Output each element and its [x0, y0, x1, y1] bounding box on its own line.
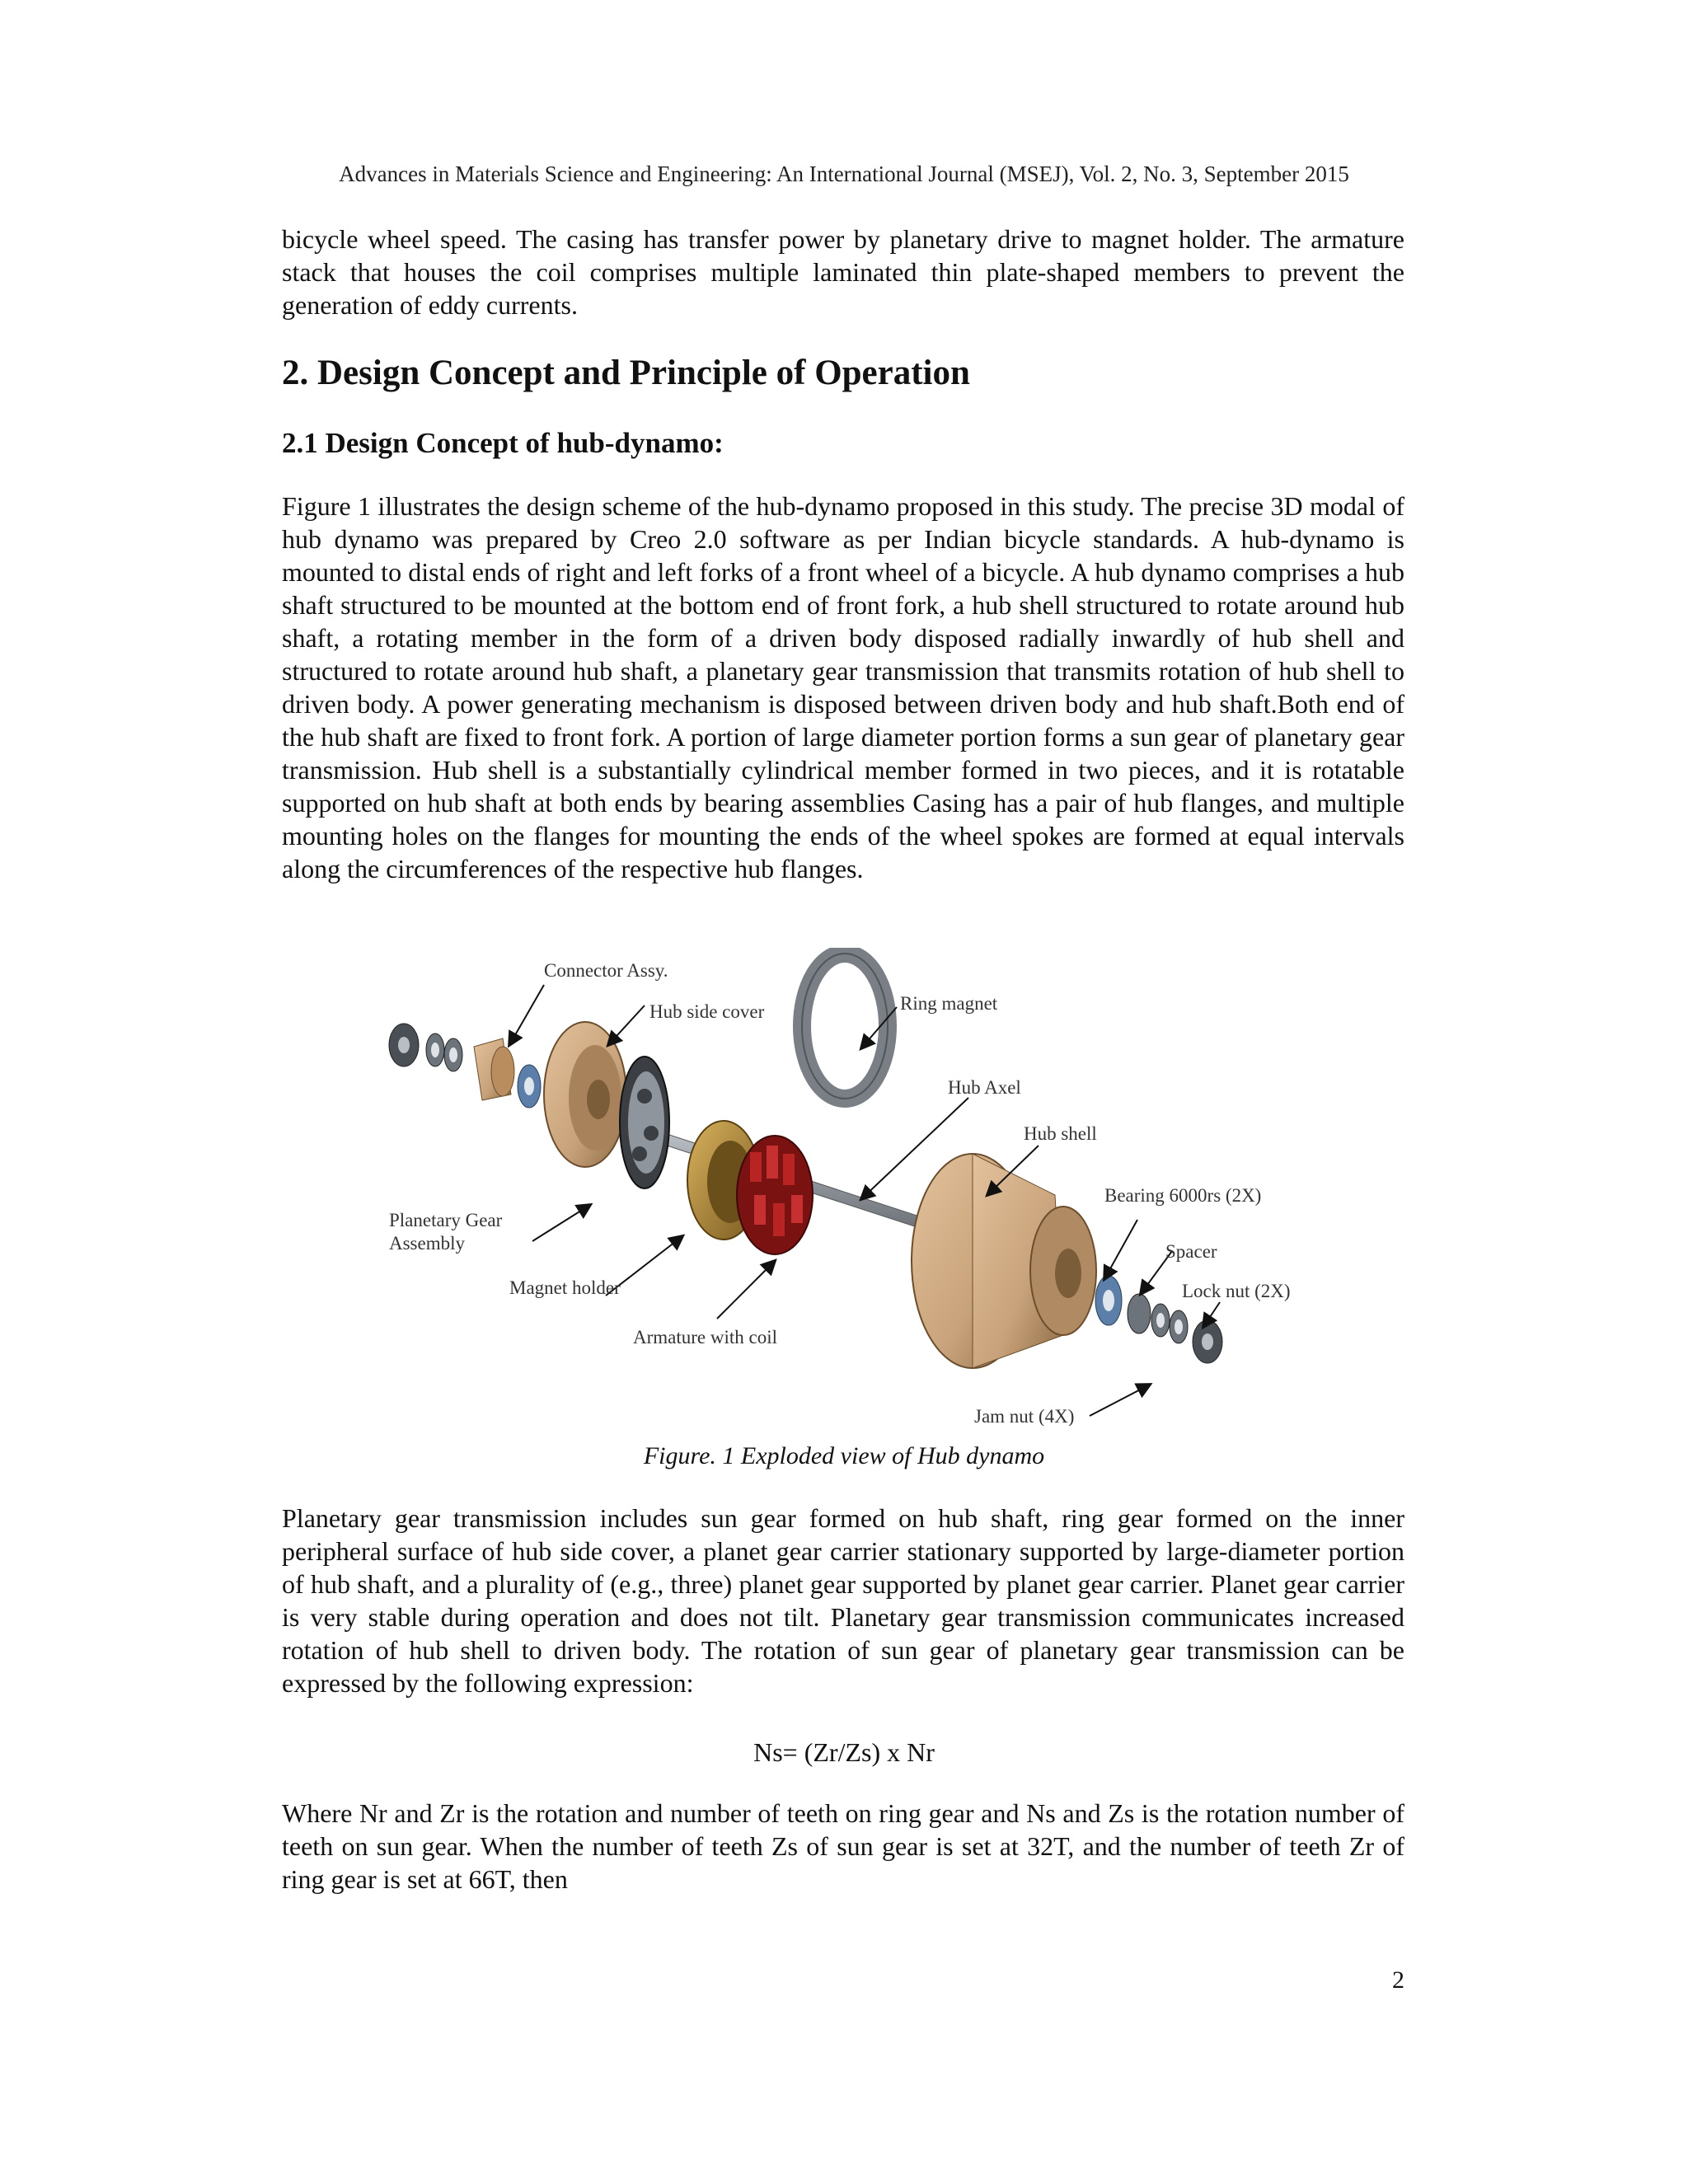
label-hub-axel: Hub Axel — [948, 1077, 1021, 1098]
spacer-and-jam-nut-parts — [1128, 1294, 1188, 1343]
figure-caption: Figure. 1 Exploded view of Hub dynamo — [643, 1442, 1045, 1469]
label-ring-magnet: Ring magnet — [900, 993, 998, 1014]
label-spacer: Spacer — [1165, 1241, 1217, 1262]
label-hub-side-cover: Hub side cover — [649, 1001, 765, 1022]
label-connector-assy: Connector Assy. — [544, 960, 668, 981]
left-bearing-part — [518, 1065, 541, 1108]
exploded-view-illustration — [379, 948, 1335, 1426]
body-paragraph-3: Where Nr and Zr is the rotation and number of teeth on ring gear and Ns and Zs is the rotation number of teeth on sun gear. When the number of teeth Zs of sun gear is set at 32T, and the number of teeth Zr of ring gear is set at 66T, then — [282, 1798, 1404, 1894]
intro-paragraph: bicycle wheel speed. The casing has transfer power by planetary drive to magnet holder. The armature stack that houses the coil comprises multiple laminated thin plate-shaped members to prevent the generation of eddy currents. — [282, 224, 1404, 320]
body-paragraph-1: Figure 1 illustrates the design scheme of the hub-dynamo proposed in this study. The precise 3D modal of hub dynamo was prepared by Creo 2.0 software as per Indian bicycle standards. A hub-dynamo is mounted to distal ends of right and left forks of a front wheel of a bicycle. A hub dynamo comprises a hub shaft structured to be mounted at the bottom end of front fork, a hub shell structured to rotate around hub shaft, a rotating member in the form of a driven body disposed radially inwardly of hub shell and structured to rotate around hub shaft, a planetary gear transmission that transmits rotation of hub shell to driven body. A power generating mechanism is disposed between driven body and hub shaft.Both end of the hub shaft are fixed to front fork. A portion of large diameter portion forms a sun gear of planetary gear transmission. Hub shell is a substantially cylindrical member formed in two pieces, and it is rotatable supported on hub shaft at both ends by bearing assemblies Casing has a pair of hub flanges, and multiple mounting holes on the flanges for mounting the ends of the wheel spokes are formed at equal intervals along the circumferences of the respective hub flanges. — [282, 491, 1404, 883]
left-lock-nut-part — [389, 1024, 419, 1066]
section-heading: 2. Design Concept and Principle of Operation — [282, 354, 970, 392]
left-washer-parts — [426, 1033, 462, 1071]
label-lock-nut: Lock nut (2X) — [1182, 1281, 1291, 1301]
hub-shell-part — [912, 1154, 1096, 1368]
label-armature: Armature with coil — [633, 1327, 778, 1347]
label-planetary-gear-line1: Planetary Gear — [389, 1210, 503, 1230]
connector-assembly-part — [474, 1038, 514, 1100]
right-bearing-part — [1095, 1276, 1122, 1325]
equation: Ns= (Zr/Zs) x Nr — [753, 1737, 935, 1767]
label-magnet-holder: Magnet holder — [509, 1277, 621, 1298]
body-paragraph-2: Planetary gear transmission includes sun gear formed on hub shaft, ring gear formed on the inner peripheral surface of hub side cover, a planet gear carrier stationary supported by large-diameter portion of hub shaft, and a plurality of (e.g., three) planet gear supported by planet gear carrier. Planet gear carrier is very stable during operation and does not tilt. Planetary gear transmission communicates increased rotation of hub shell to driven body. The rotation of sun gear of planetary gear transmission can be expressed by the following expression: — [282, 1503, 1404, 1698]
planetary-gear-assembly-part — [620, 1057, 669, 1188]
label-bearing: Bearing 6000rs (2X) — [1104, 1185, 1262, 1206]
label-jam-nut: Jam nut (4X) — [974, 1406, 1075, 1426]
label-planetary-gear-line2: Assembly — [389, 1233, 465, 1254]
right-lock-nut-part — [1193, 1320, 1222, 1363]
journal-header: Advances in Materials Science and Engineering: An International Journal (MSEJ), Vol. 2, No. 3, September 2015 — [339, 162, 1349, 186]
subsection-heading: 2.1 Design Concept of hub-dynamo: — [282, 427, 724, 459]
armature-with-coil-part — [737, 1136, 813, 1254]
hub-side-cover-part — [544, 1022, 626, 1167]
exploded-view-figure — [379, 948, 1335, 1426]
label-hub-shell: Hub shell — [1024, 1123, 1097, 1144]
ring-magnet-part — [802, 954, 888, 1099]
page-number: 2 — [1392, 1966, 1404, 1994]
